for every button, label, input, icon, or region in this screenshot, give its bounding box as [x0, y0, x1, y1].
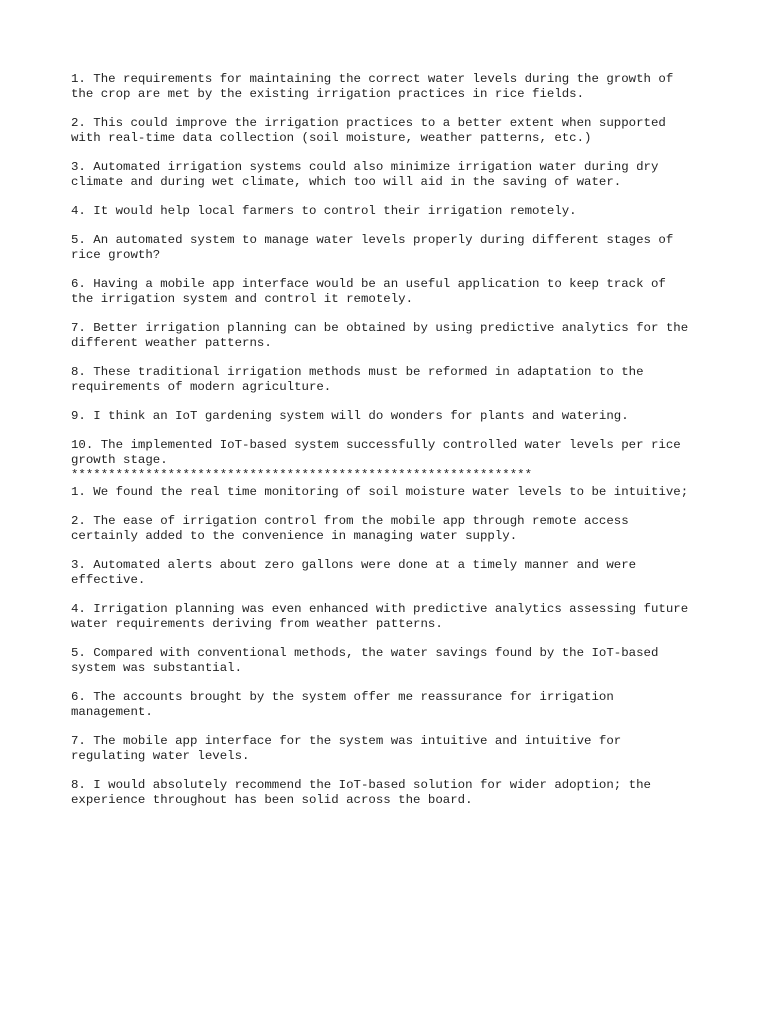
paragraph: 6. The accounts brought by the system offer me reassurance for irrigation management. — [71, 690, 614, 719]
paragraph: 8. I would absolutely recommend the IoT-based solution for wider adoption; the experience throughout has been solid across the board. — [71, 778, 651, 807]
paragraph: 10. The implemented IoT-based system successfully controlled water levels per rice growth stage. — [71, 438, 681, 467]
paragraph: 1. The requirements for maintaining the correct water levels during the growth of the crop are met by the existing irrigation practices in rice fields. — [71, 72, 674, 101]
document-body — [71, 72, 731, 822]
paragraph: 3. Automated irrigation systems could also minimize irrigation water during dry climate and during wet climate, which too will aid in the saving of water. — [71, 160, 659, 189]
paragraph: 5. An automated system to manage water levels properly during different stages of rice growth? — [71, 233, 674, 262]
paragraph: 4. Irrigation planning was even enhanced with predictive analytics assessing future water requirements deriving from weather patterns. — [71, 602, 689, 631]
paragraph: 3. Automated alerts about zero gallons were done at a timely manner and were effective. — [71, 558, 637, 587]
paragraph: 1. We found the real time monitoring of soil moisture water levels to be intuitive; — [71, 485, 689, 499]
paragraph: 4. It would help local farmers to control their irrigation remotely. — [71, 204, 577, 218]
paragraph: 8. These traditional irrigation methods must be reformed in adaptation to the requirements of modern agriculture. — [71, 365, 644, 394]
paragraph: 6. Having a mobile app interface would be an useful application to keep track of the irrigation system and control it remotely. — [71, 277, 666, 306]
section-separator: ************************************************************** — [71, 468, 533, 482]
paragraph: 5. Compared with conventional methods, the water savings found by the IoT-based system was substantial. — [71, 646, 659, 675]
paragraph: 2. This could improve the irrigation practices to a better extent when supported with real-time data collection (soil moisture, weather patterns, etc.) — [71, 116, 666, 145]
paragraph: 7. The mobile app interface for the system was intuitive and intuitive for regulating water levels. — [71, 734, 622, 763]
paragraph: 2. The ease of irrigation control from the mobile app through remote access certainly added to the convenience in managing water supply. — [71, 514, 629, 543]
paragraph: 7. Better irrigation planning can be obtained by using predictive analytics for the different weather patterns. — [71, 321, 689, 350]
paragraph: 9. I think an IoT gardening system will do wonders for plants and watering. — [71, 409, 629, 423]
